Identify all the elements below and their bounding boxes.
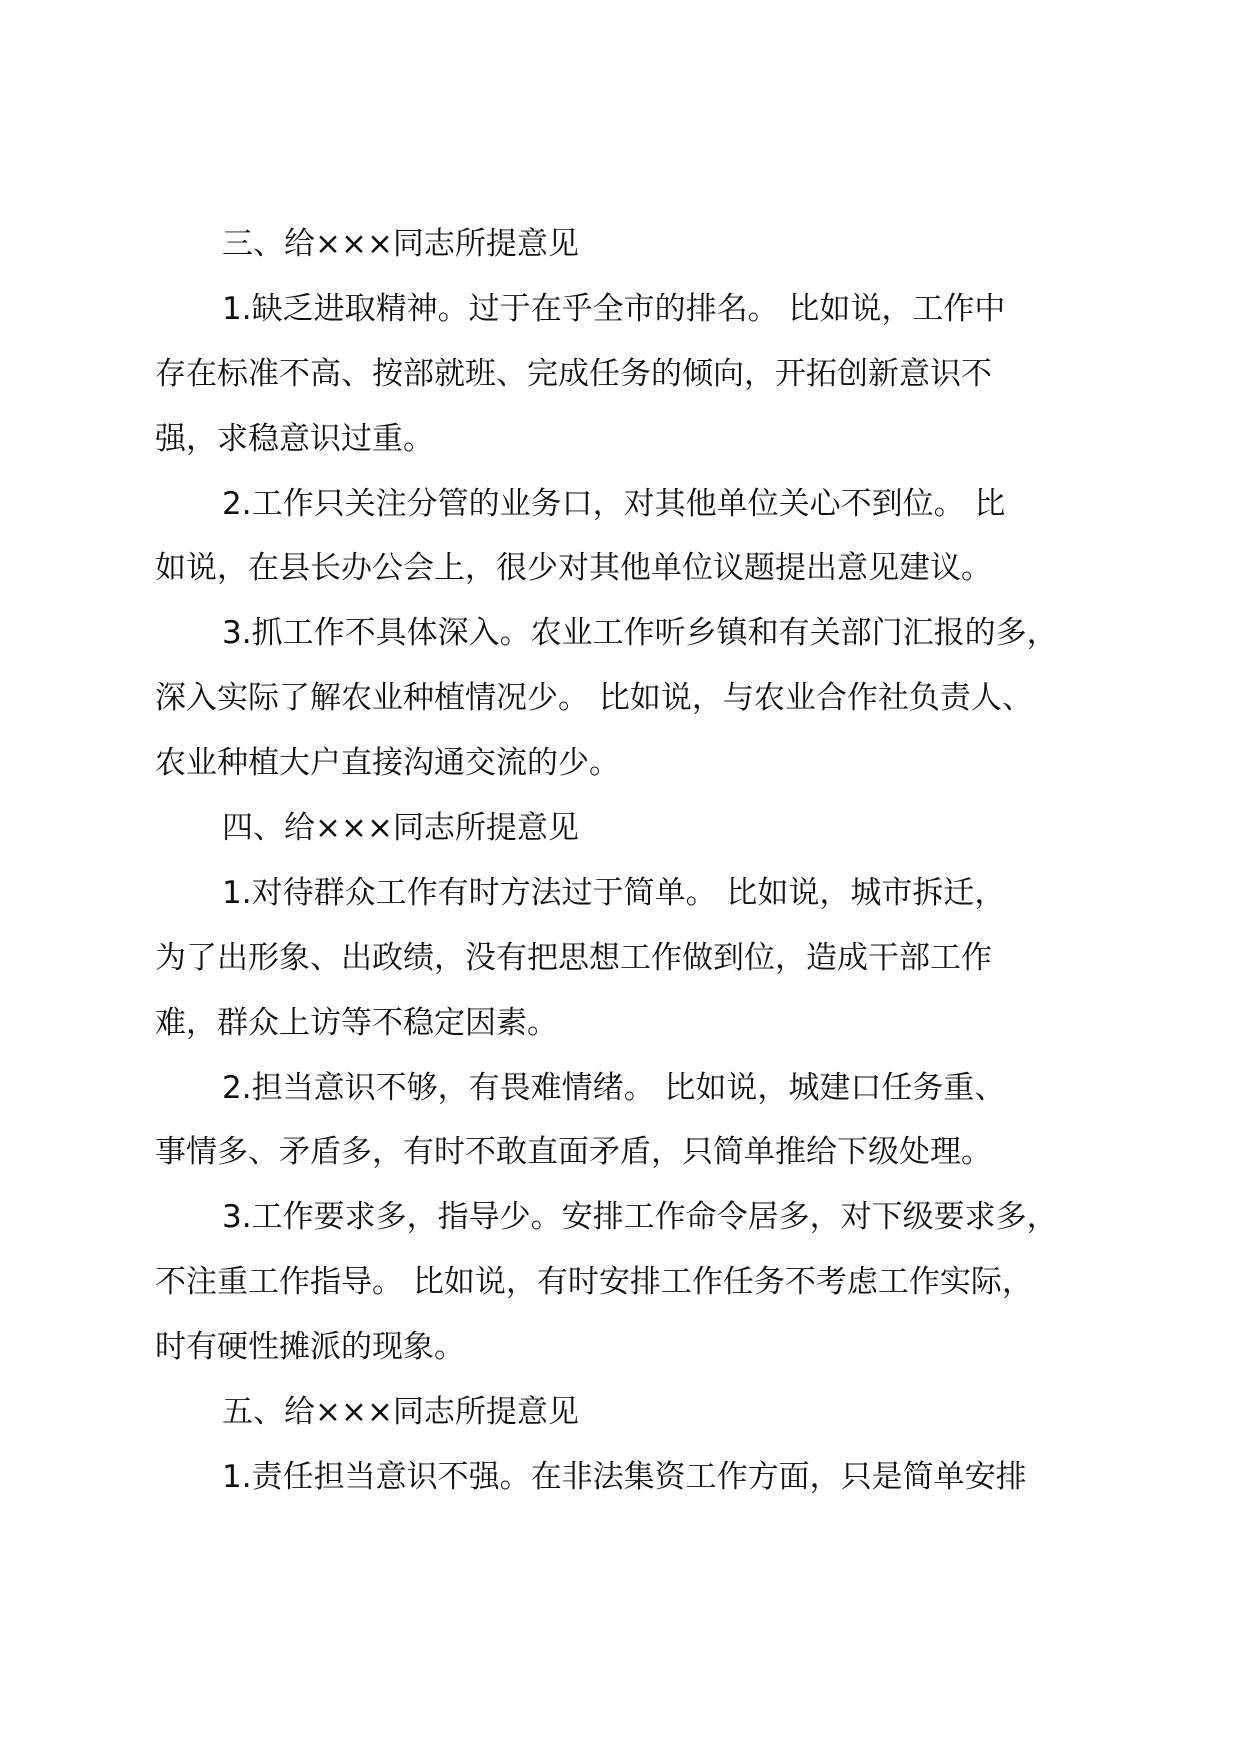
paragraph-line: 强，求稳意识过重。 <box>155 420 434 457</box>
section-heading-3: 三、给×××同志所提意见 <box>222 226 579 262</box>
paragraph-line: 为了出形象、出政绩，没有把思想工作做到位，造成干部工作 <box>155 939 992 976</box>
paragraph-line: 难，群众上访等不稳定因素。 <box>155 1004 558 1041</box>
paragraph-line: 2.工作只关注分管的业务口，对其他单位关心不到位。 比 <box>222 485 1006 522</box>
paragraph-line: 深入实际了解农业种植情况少。 比如说，与农业合作社负责人、 <box>155 680 1033 717</box>
paragraph-line: 农业种植大户直接沟通交流的少。 <box>155 745 620 782</box>
document-page <box>155 212 1115 1510</box>
paragraph-line: 3.工作要求多，指导少。安排工作命令居多，对下级要求多， <box>222 1199 1058 1236</box>
paragraph-line: 1.责任担当意识不强。在非法集资工作方面，只是简单安排 <box>222 1458 1027 1495</box>
paragraph-line: 1.缺乏进取精神。过于在乎全市的排名。 比如说，工作中 <box>222 290 1006 327</box>
paragraph-line: 1.对待群众工作有时方法过于简单。 比如说，城市拆迁， <box>222 874 1006 911</box>
section-heading-5: 五、给×××同志所提意见 <box>222 1394 579 1431</box>
paragraph-line: 3.抓工作不具体深入。农业工作听乡镇和有关部门汇报的多， <box>222 615 1058 652</box>
paragraph-line: 事情多、矛盾多，有时不敢直面矛盾，只简单推给下级处理。 <box>155 1134 992 1171</box>
paragraph-line: 不注重工作指导。 比如说，有时安排工作任务不考虑工作实际， <box>155 1264 1033 1301</box>
paragraph-line: 如说，在县长办公会上，很少对其他单位议题提出意见建议。 <box>155 550 992 587</box>
paragraph-line: 时有硬性摊派的现象。 <box>155 1329 465 1366</box>
paragraph-line: 存在标准不高、按部就班、完成任务的倾向，开拓创新意识不 <box>155 355 992 392</box>
paragraph-line: 2.担当意识不够，有畏难情绪。 比如说，城建口任务重、 <box>222 1069 1006 1106</box>
section-heading-4: 四、给×××同志所提意见 <box>222 810 579 847</box>
